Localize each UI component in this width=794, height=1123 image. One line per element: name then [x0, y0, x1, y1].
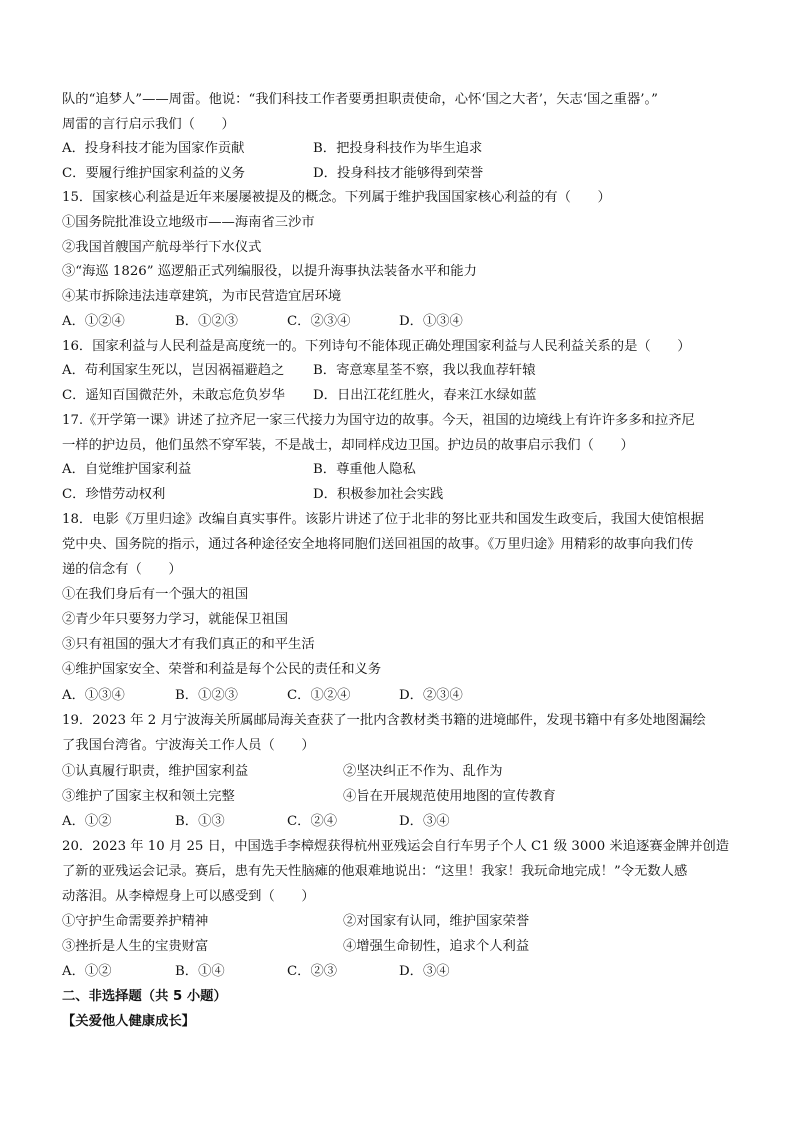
q16-option-d: D．日出江花红胜火，春来江水绿如蓝	[313, 388, 537, 403]
q18-statement-1: ①在我们身后有一个强大的祖国	[62, 587, 249, 602]
q17-option-d: D．积极参加社会实践	[313, 487, 444, 502]
q20-statement-2: ②对国家有认同，维护国家荣誉	[343, 914, 530, 929]
q20-option-b: B．①④	[175, 964, 225, 979]
q16-stem: 16．国家利益与人民利益是高度统一的。下列诗句不能体现正确处理国家利益与人民利益关系的是（ ）	[62, 339, 691, 354]
q17-option-c: C．珍惜劳动权利	[62, 487, 166, 502]
q15-option-d: D．①③④	[399, 314, 463, 329]
q20-stem-line3: 动落泪。从李樟煜身上可以感受到（ ）	[62, 889, 315, 904]
q15-statement-3: ③“海巡 1826” 巡逻船正式列编服役，以提升海事执法装备水平和能力	[62, 264, 477, 279]
q18-statement-3: ③只有祖国的强大才有我们真正的和平生活	[62, 637, 315, 652]
q19-statement-1: ①认真履行职责，维护国家利益	[62, 764, 249, 779]
section-2-title: 二、非选择题（共 5 小题）	[62, 989, 227, 1004]
q17-option-a: A．自觉维护国家利益	[62, 462, 192, 477]
q20-stem-line2: 了新的亚残运会记录。赛后，患有先天性脑瘫的他艰难地说出：“这里！我家！我玩命地完成！”令无数人感	[62, 864, 688, 879]
q19-stem-line2: 了我国台湾省。宁波海关工作人员（ ）	[62, 738, 315, 753]
q14-option-a: A．投身科技才能为国家作贡献	[62, 141, 245, 156]
q15-option-b: B．①②③	[175, 314, 238, 329]
q20-statement-4: ④增强生命韧性，追求个人利益	[343, 939, 530, 954]
q15-stem: 15．国家核心利益是近年来屡屡被提及的概念。下列属于维护我国国家核心利益的有（ ）	[62, 190, 611, 205]
q18-stem-line2: 党中央、国务院的指示，通过各种途径安全地将同胞们送回祖国的故事。《万里归途》用精彩的故事向我们传	[62, 537, 694, 552]
q20-option-c: C．②③	[287, 964, 338, 979]
q14-option-d: D．投身科技才能够得到荣誉	[313, 166, 484, 181]
q14-stem-line1: 队的“追梦人”——周雷。他说：“我们科技工作者要勇担职责使命，心怀‘国之大者’，矢志‘国之重器’。”	[62, 92, 658, 107]
q15-option-a: A．①②④	[62, 314, 125, 329]
q17-stem-line1: 17.《开学第一课》讲述了拉齐尼一家三代接力为国守边的故事。今天，祖国的边境线上有许许多多和拉齐尼	[62, 413, 695, 428]
q18-option-d: D．②③④	[399, 688, 463, 703]
section-2-subtitle: 【关爱他人健康成长】	[62, 1014, 195, 1029]
q20-statement-3: ③挫折是人生的宝贵财富	[62, 939, 209, 954]
q19-statement-4: ④旨在开展规范使用地图的宣传教育	[343, 789, 556, 804]
q16-option-a: A．苟利国家生死以，岂因祸福避趋之	[62, 363, 285, 378]
q15-statement-2: ②我国首艘国产航母举行下水仪式	[62, 240, 262, 255]
q19-option-b: B．①③	[175, 814, 225, 829]
q19-statement-2: ②坚决纠正不作为、乱作为	[343, 764, 503, 779]
q19-stem-line1: 19．2023 年 2 月宁波海关所属邮局海关查获了一批内含教材类书籍的进境邮件，发现书籍中有多处地图漏绘	[62, 713, 706, 728]
q16-option-b: B．寄意寒星荃不察，我以我血荐轩辕	[313, 363, 536, 378]
q19-option-c: C．②④	[287, 814, 338, 829]
q19-option-d: D．③④	[399, 814, 450, 829]
q18-stem-line3: 递的信念有（ ）	[62, 562, 182, 577]
q18-stem-line1: 18．电影《万里归途》改编自真实事件。该影片讲述了位于北非的努比亚共和国发生政变后，我国大使馆根据	[62, 512, 704, 527]
q16-option-c: C．遥知百国微茫外，未敢忘危负岁华	[62, 388, 285, 403]
q14-stem-line2: 周雷的言行启示我们（ ）	[62, 117, 235, 132]
q20-stem-line1: 20．2023 年 10 月 25 日，中国选手李樟煜获得杭州亚残运会自行车男子个人 C1 级 3000 米追逐赛金牌并创造	[62, 839, 730, 854]
q15-statement-4: ④某市拆除违法违章建筑，为市民营造宜居环境	[62, 289, 342, 304]
q20-option-d: D．③④	[399, 964, 450, 979]
q20-statement-1: ①守护生命需要养护精神	[62, 914, 209, 929]
q18-option-c: C．①②④	[287, 688, 351, 703]
q19-statement-3: ③维护了国家主权和领土完整	[62, 789, 235, 804]
q17-stem-line2: 一样的护边员，他们虽然不穿军装，不是战士，却同样戍边卫国。护边员的故事启示我们（ ）	[62, 438, 634, 453]
q18-statement-2: ②青少年只要努力学习，就能保卫祖国	[62, 612, 289, 627]
q19-option-a: A．①②	[62, 814, 112, 829]
q14-option-c: C．要履行维护国家利益的义务	[62, 166, 246, 181]
q18-option-a: A．①③④	[62, 688, 125, 703]
q15-statement-1: ①国务院批准设立地级市——海南省三沙市	[62, 215, 315, 230]
q14-option-b: B．把投身科技作为毕生追求	[313, 141, 483, 156]
q15-option-c: C．②③④	[287, 314, 351, 329]
q18-statement-4: ④维护国家安全、荣誉和利益是每个公民的责任和义务	[62, 662, 382, 677]
q20-option-a: A．①②	[62, 964, 112, 979]
q17-option-b: B．尊重他人隐私	[313, 462, 416, 477]
q18-option-b: B．①②③	[175, 688, 238, 703]
